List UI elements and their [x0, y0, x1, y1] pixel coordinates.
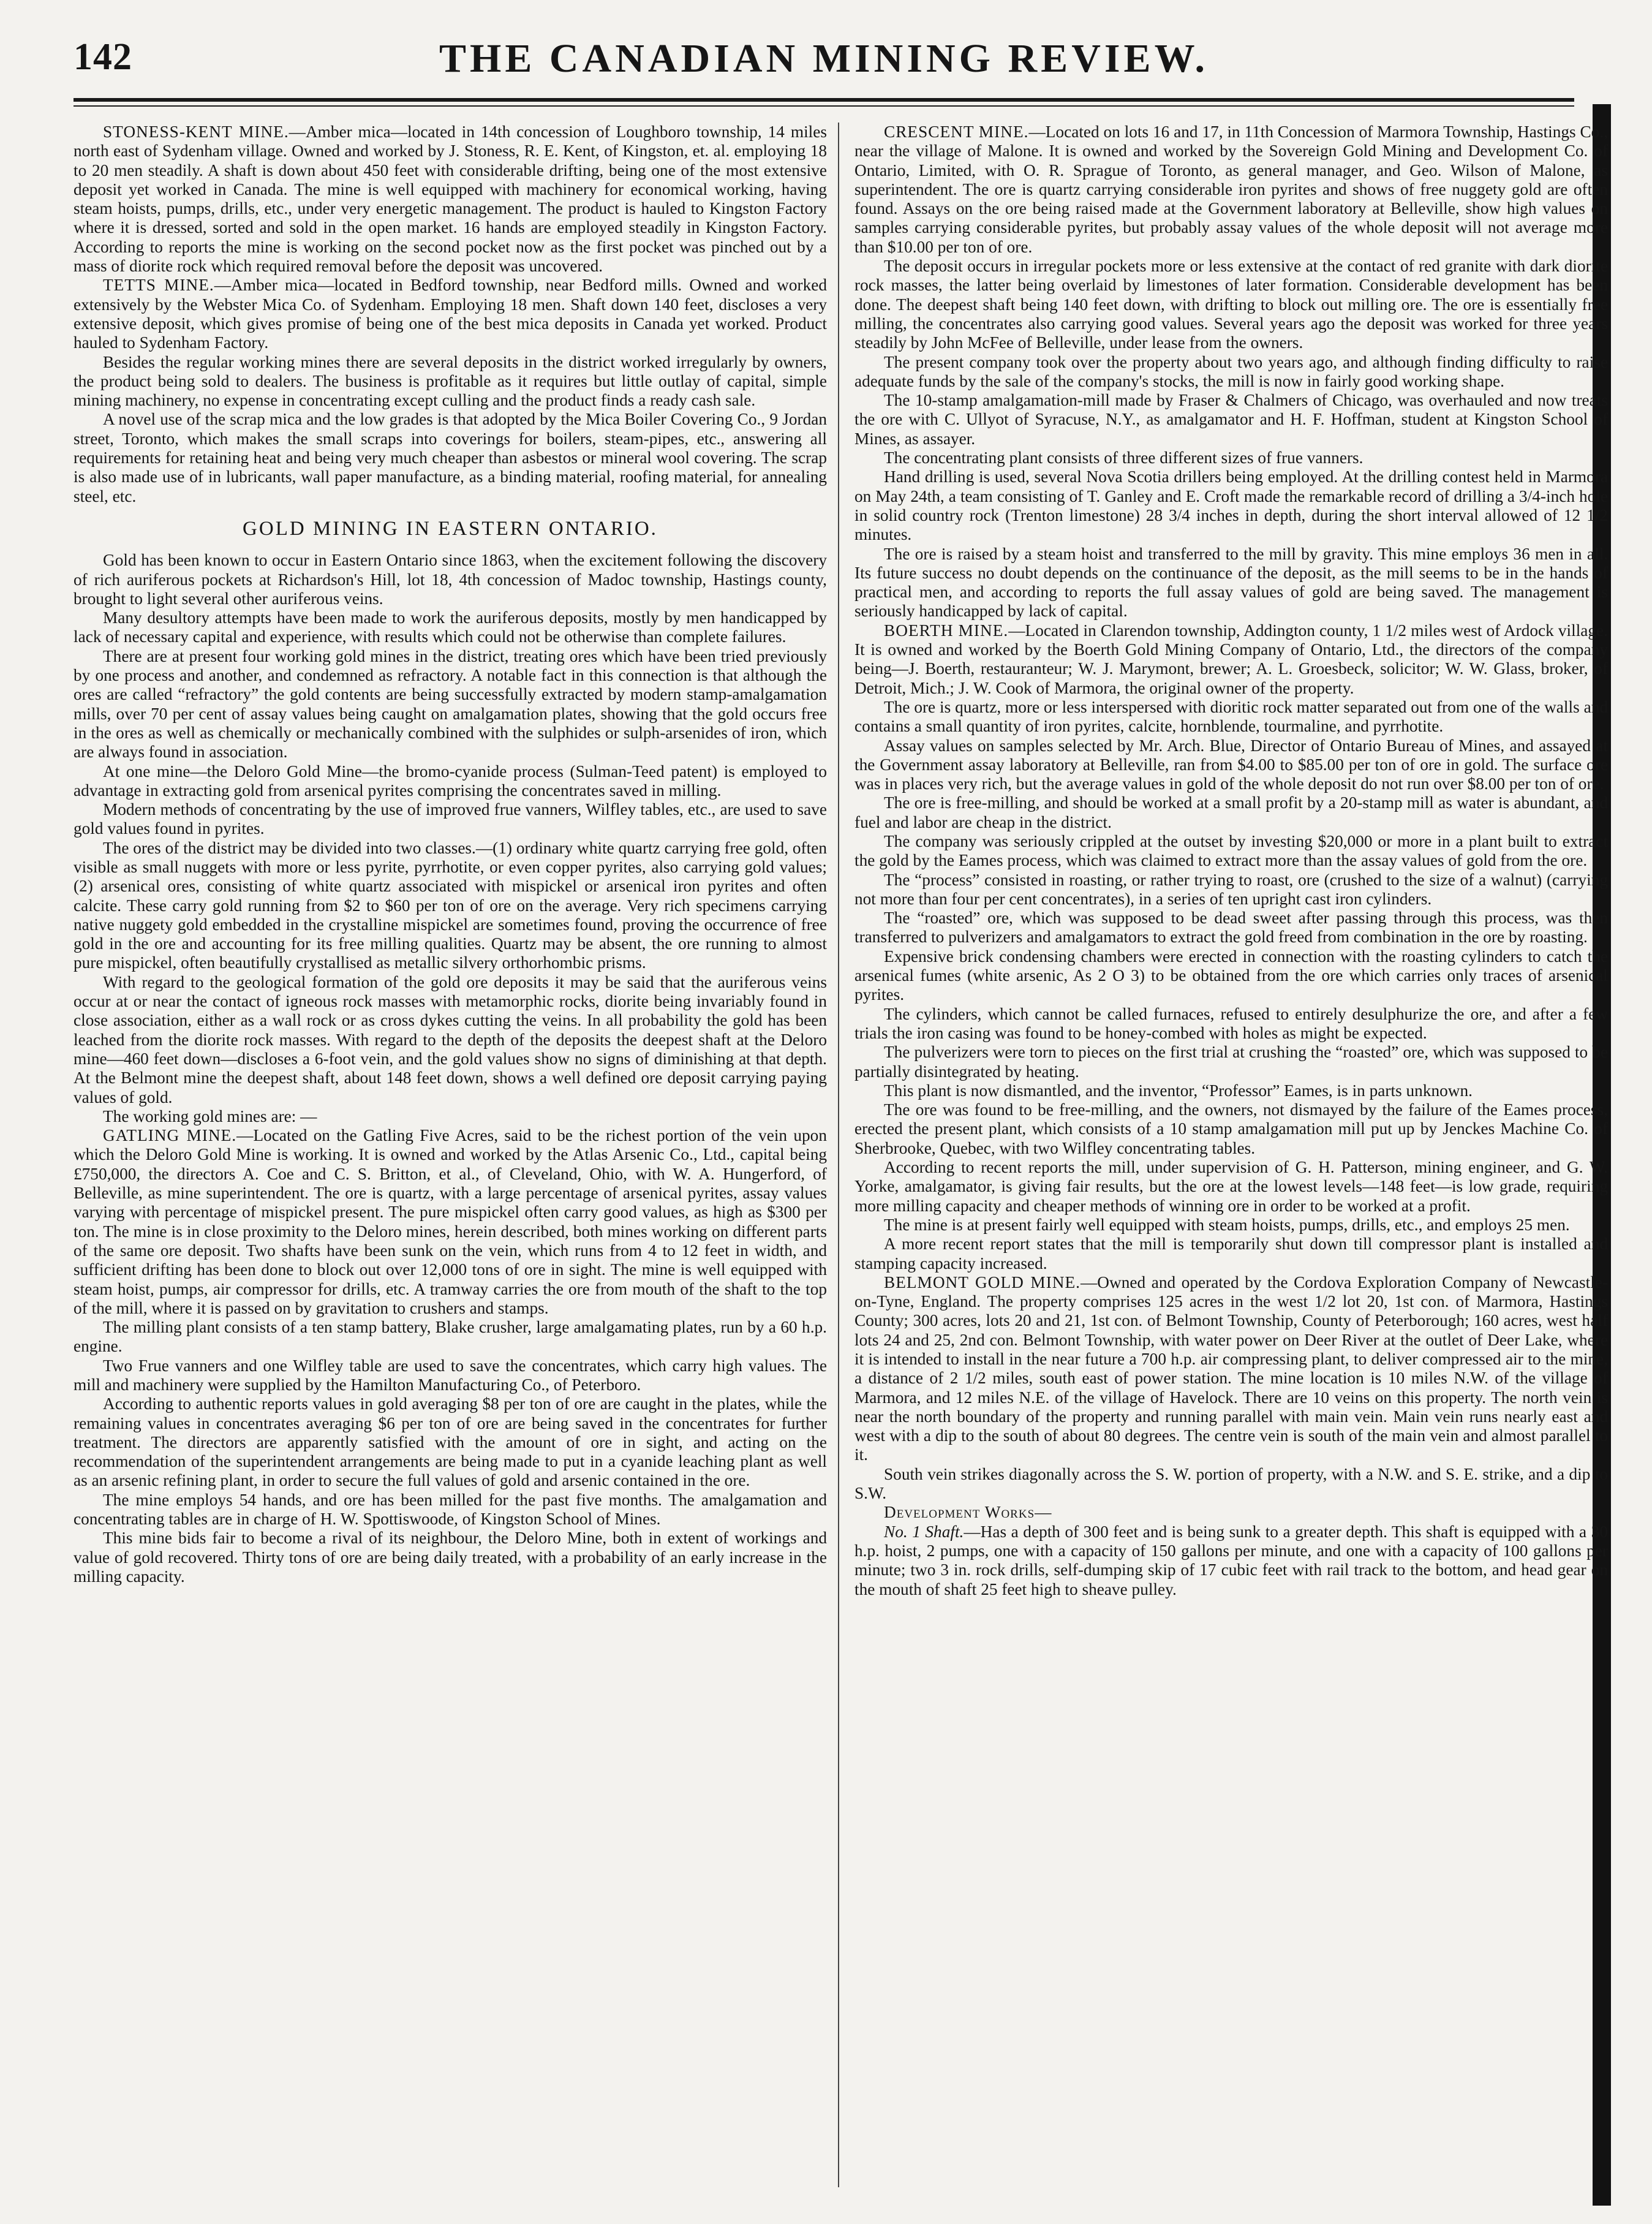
- mica-paragraph: A novel use of the scrap mica and the low grades is that adopted by the Mica Boiler Covering Co., 9 Jordan street, Toronto, which makes the small scraps into coverings for boilers, steam-pipes, etc., answering all requirements for retaining heat and being very much cheaper than asbestos or mineral wool covering. The scrap is also made use of in lubricants, wall paper manufacture, as a binding material, roofing material, for annealing steel, etc.: [74, 410, 827, 505]
- tetts-text: —Amber mica—located in Bedford township, near Bedford mills. Owned and worked extensively by the Webster Mica Co. of Sydenham. Employing 18 men. Shaft down 140 feet, discloses a very extensive deposit, which gives promise of being one of the best mica deposits in Canada yet worked. Product hauled to Sydenham Factory.: [74, 276, 827, 352]
- belmont-heading: BELMONT GOLD MINE.: [884, 1273, 1081, 1292]
- gold-paragraph: At one mine—the Deloro Gold Mine—the bromo-cyanide process (Sulman-Teed patent) is employed to advantage in extracting gold from arsenical pyrites comprising the concentrates saved in milling.: [74, 762, 827, 800]
- boerth-detail-paragraph: The ore was found to be free-milling, and the owners, not dismayed by the failure of the Eames process, erected the present plant, which consists of a 10 stamp amalgamation mill put up by Jenckes Machine Co. of Sherbrooke, Quebec, with two Wilfley concentrating tables.: [854, 1100, 1608, 1157]
- boerth-detail-paragraph: The ore is free-milling, and should be worked at a small profit by a 20-stamp mill as water is abundant, and fuel and labor are cheap in the district.: [854, 793, 1608, 831]
- gold-paragraph: Gold has been known to occur in Eastern Ontario since 1863, when the excitement following the discovery of rich auriferous pockets at Richardson's Hill, lot 18, 4th concession of Madoc township, Hastings county, brought to light several other auriferous veins.: [74, 551, 827, 608]
- boerth-detail-paragraph: A more recent report states that the mill is temporarily shut down till compressor plant is installed and stamping capacity increased.: [854, 1235, 1608, 1273]
- boerth-detail-paragraph: The “roasted” ore, which was supposed to be dead sweet after passing through this process, was then transferred to pulverizers and amalgamators to extract the gold freed from combination in the ore by roasting.: [854, 909, 1608, 947]
- stoness-kent-heading: STONESS-KENT MINE.: [103, 123, 289, 141]
- gatling-detail-paragraph: According to authentic reports values in gold averaging $8 per ton of ore are caught in the plates, while the remaining values in concentrates averaging $6 per ton of ore are being saved in the concentrates for further treatment. The directors are apparently satisfied with the amount of ore in sight, and acting on the recommendation of the superintendent arrangements are being made to put in a cyanide leaching plant as well as an arsenic refining plant, in order to secure the full values of gold and arsenic contained in the ore.: [74, 1394, 827, 1490]
- crescent-detail-paragraph: Hand drilling is used, several Nova Scotia drillers being employed. At the drilling contest held in Marmora on May 24th, a team consisting of T. Ganley and E. Croft made the remarkable record of drilling a 3/4-inch hole in solid country rock (Trenton limestone) 28 3/4 inches in depth, during the short interval allowed of 12 1/2 minutes.: [854, 467, 1608, 544]
- stoness-kent-paragraph: [74, 123, 827, 276]
- belmont-text: —Owned and operated by the Cordova Exploration Company of Newcastle-on-Tyne, England. The property comprises 125 acres in the west 1/2 lot 20, 1st con. of Marmora, Hastings County; 300 acres, lots 20 and 21, 1st con. of Belmont Township, County of Peterborough; 160 acres, west half lots 24 and 25, 2nd con. Belmont Township, with water power on Deer River at the outlet of Deer Lake, where it is intended to install in the near future a 700 h.p. air compressing plant, to deliver compressed air to the mine, a distance of 2 1/2 miles, south east of power station. The mine location is 10 miles N.W. of the village of Marmora, and 12 miles N.E. of the village of Havelock. There are 10 veins on this property. The north vein is near the north boundary of the property and running parallel with main vein. Main vein runs nearly east and west with a dip to the south of about 80 degrees. The centre vein is south of the main vein and almost parallel to it.: [854, 1273, 1608, 1464]
- belmont-detail-paragraph: South vein strikes diagonally across the S. W. portion of property, with a N.W. and S. E. strike, and a dip to S.W.: [854, 1464, 1608, 1503]
- crescent-detail-paragraph: The present company took over the property about two years ago, and although finding difficulty to raise adequate funds by the sale of the company's stocks, the mill is now in fairly good working shape.: [854, 352, 1608, 390]
- column-divider: [838, 123, 839, 2187]
- boerth-detail-paragraph: The ore is quartz, more or less interspersed with dioritic rock matter separated out from one of the walls and contains a small quantity of iron pyrites, calcite, hornblende, tourmaline, and pyrrhotite.: [854, 697, 1608, 736]
- right-column: [854, 123, 1608, 2187]
- shaft-1-label: No. 1 Shaft.: [884, 1522, 964, 1541]
- gold-paragraph: With regard to the geological formation of the gold ore deposits it may be said that the auriferous veins occur at or near the contact of igneous rock masses with metamorphic rocks, diorite being invariably found in close association, either as a wall rock or as cross dykes cutting the veins. In all probability the gold has been leached from the diorite rock masses. With regard to the depth of the deposits the deepest shaft at the Deloro mine—460 feet down—discloses a 6-foot vein, and the gold values show no signs of diminishing at that depth. At the Belmont mine the deepest shaft, about 148 feet down, shows a well defined ore deposit carrying paying values of gold.: [74, 972, 827, 1106]
- gatling-paragraph: [74, 1126, 827, 1318]
- page-header: [74, 25, 1574, 98]
- header-rule-thin: [74, 105, 1574, 107]
- boerth-detail-paragraph: The pulverizers were torn to pieces on the first trial at crushing the “roasted” ore, which was supposed to be partially disintegrated by heating.: [854, 1043, 1608, 1081]
- crescent-heading: CRESCENT MINE.: [884, 123, 1029, 141]
- gatling-text: —Located on the Gatling Five Acres, said to be the richest portion of the vein upon which the Deloro Gold Mine is working. It is owned and worked by the Atlas Arsenic Co., Ltd., capital being £750,000, the directors A. Coe and C. S. Britton, et al., of Cleveland, Ohio, with W. A. Hungerford, of Belleville, as mine superintendent. The ore is quartz, with a large percentage of arsenical pyrites, assay values varying with percentage of mispickel present. The pure mispickel often carry good values, as high as $300 per ton. The mine is in close proximity to the Deloro mines, herein described, both mines working on different parts of the same ore deposit. Two shafts have been sunk on the vein, which runs from 4 to 12 feet in width, and sufficient drifting has been done to block out over 12,000 tons of ore in sight. The mine is well equipped with steam hoist, pumps, air compressor for drills, etc. A tramway carries the ore from mouth of the shaft to the top of the mill, where it is passed on by gravitation to crushers and stamps.: [74, 1126, 827, 1317]
- gold-paragraph: There are at present four working gold mines in the district, treating ores which have been tried previously by one process and another, and condemned as refractory. A notable fact in this connection is that although the ores are called “refractory” the gold contents are being successfully extracted by modern stamp-amalgamation mills, over 70 per cent of assay values being caught on amalgamation plates, showing that the gold occurs free in the ores as well as chemically or mechanically combined with the sulphides or sulph-arsenides of iron, which are always found in association.: [74, 646, 827, 762]
- tetts-heading: TETTS MINE.: [103, 276, 214, 295]
- boerth-detail-paragraph: Expensive brick condensing chambers were erected in connection with the roasting cylinders to catch the arsenical fumes (white arsenic, As 2 O 3) to be obtained from the ore which carries only traces of arsenical pyrites.: [854, 947, 1608, 1004]
- shaft-1-text: —Has a depth of 300 feet and is being sunk to a greater depth. This shaft is equipped with a 30 h.p. hoist, 2 pumps, one with a capacity of 150 gallons per minute, and one with a capacity of 100 gallons per minute; two 3 in. rock drills, self-dumping skip of 17 cubic feet with rail track to the bottom, and head gear on the mouth of shaft 25 feet high to sheave pulley.: [854, 1522, 1608, 1598]
- crescent-detail-paragraph: The ore is raised by a steam hoist and transferred to the mill by gravity. This mine employs 36 men in all. Its future success no doubt depends on the continuance of the deposit, as the mill seems to be in the hands of practical men, and according to reports the full assay values of gold are being saved. The management is seriously handicapped by lack of capital.: [854, 544, 1608, 621]
- gold-paragraph: The working gold mines are: —: [103, 1106, 317, 1125]
- boerth-detail-paragraph: The cylinders, which cannot be called furnaces, refused to entirely desulphurize the ore, and after a few trials the iron casing was found to be honey-combed with holes as might be expected.: [854, 1004, 1608, 1042]
- page-number: 142: [74, 36, 132, 78]
- boerth-detail-paragraph: The “process” consisted in roasting, or rather trying to roast, ore (crushed to the size of a walnut) (carrying not more than four per cent concentrates), in a series of ten upright cast iron cylinders.: [854, 870, 1608, 908]
- boerth-detail-paragraph: According to recent reports the mill, under supervision of G. H. Patterson, mining engineer, and G. W. Yorke, amalgamator, is giving fair results, but the ore at the lowest levels—148 feet—is low grade, requiring more milling capacity and cheaper methods of winning ore in order to be worked at a profit.: [854, 1158, 1608, 1215]
- boerth-text: —Located in Clarendon township, Addington county, 1 1/2 miles west of Ardock village. It is owned and worked by the Boerth Gold Mining Company of Ontario, Ltd., the directors of the company being—J. Boerth, restauranteur; W. J. Marymont, brewer; A. L. Groesbeck, solicitor; W. W. Glass, broker, of Detroit, Mich.; J. W. Cook of Marmora, the original owner of the property.: [854, 621, 1608, 697]
- belmont-paragraph: [854, 1273, 1608, 1465]
- gatling-detail-paragraph: The mine employs 54 hands, and ore has been milled for the past five months. The amalgamation and concentrating tables are in charge of H. W. Spottiswoode, of Kingston School of Mines.: [74, 1490, 827, 1529]
- header-rule: [74, 98, 1574, 102]
- shaft-1-paragraph: [854, 1522, 1608, 1599]
- crescent-text: —Located on lots 16 and 17, in 11th Concession of Marmora Township, Hastings Co., near the village of Malone. It is owned and worked by the Sovereign Gold Mining and Development Co. of Ontario, Limited, with O. R. Sprague of Toronto, as general manager, and Geo. Wilson of Malone, as superintendent. The ore is quartz carrying considerable iron pyrites and shows of free nuggety gold are often found. Assays on the ore being raised made at the Government laboratory at Belleville, show high values on samples carrying considerable pyrites, but probably assay values of the whole deposit will not average more than $10.00 per ton of ore.: [854, 123, 1608, 256]
- gatling-detail-paragraph: This mine bids fair to become a rival of its neighbour, the Deloro Mine, both in extent of workings and value of gold recovered. Thirty tons of ore are being daily treated, with a probability of an early increase in the milling capacity.: [74, 1529, 827, 1586]
- section-title: GOLD MINING IN EASTERN ONTARIO.: [243, 517, 658, 540]
- gatling-detail-paragraph: Two Frue vanners and one Wilfley table are used to save the concentrates, which carry high values. The mill and machinery were supplied by the Hamilton Manufacturing Co., of Peterboro.: [74, 1356, 827, 1394]
- boerth-detail-paragraph: Assay values on samples selected by Mr. Arch. Blue, Director of Ontario Bureau of Mines, and assayed at the Government assay laboratory at Belleville, ran from $4.00 to $85.00 per ton of ore in gold. The surface ore was in places very rich, but the average values in gold of the whole deposit do not run over $8.00 per ton of ore.: [854, 736, 1608, 793]
- development-heading: Development Works—: [884, 1503, 1052, 1522]
- boerth-detail-paragraph: The mine is at present fairly well equipped with steam hoists, pumps, drills, etc., and employs 25 men.: [884, 1215, 1570, 1234]
- journal-title: THE CANADIAN MINING REVIEW.: [439, 36, 1209, 81]
- boerth-heading: BOERTH MINE.: [884, 621, 1009, 640]
- gatling-detail-paragraph: The milling plant consists of a ten stamp battery, Blake crusher, large amalgamating plates, run by a 60 h.p. engine.: [74, 1318, 827, 1356]
- gatling-heading: GATLING MINE.: [103, 1126, 237, 1145]
- crescent-detail-paragraph: The deposit occurs in irregular pockets more or less extensive at the contact of red granite with dark diorite rock masses, the latter being overlaid by limestones of later formation. Considerable development has been done. The deepest shaft being 140 feet down, with drifting to block out milling ore. The ore is essentially free milling, the concentrates also carrying good values. Several years ago the deposit was worked for three years steadily by John McFee of Belleville, under lease from the owners.: [854, 257, 1608, 352]
- left-column: [74, 123, 827, 2187]
- boerth-detail-paragraph: The company was seriously crippled at the outset by investing $20,000 or more in a plant built to extract the gold by the Eames process, which was claimed to extract more than the assay values of gold from the ore.: [854, 831, 1608, 870]
- crescent-detail-paragraph: The concentrating plant consists of three different sizes of frue vanners.: [884, 448, 1363, 467]
- gold-paragraph: The ores of the district may be divided into two classes.—(1) ordinary white quartz carrying free gold, often visible as small nuggets with more or less pyrite, pyrrhotite, or even copper pyrites, also carrying gold values; (2) arsenical ores, consisting of white quartz associated with mispickel or arsenical iron pyrites and often calcite. These carry gold running from $2 to $60 per ton of ore on the average. Very rich specimens carrying native nuggety gold embedded in the crystalline mispickel are sometimes found, proving the occurrence of free gold in the ore and accounting for its free milling qualities. Quartz may be absent, the ore running to almost pure mispickel, often beautifully crystallised as metallic silvery orthorhombic prisms.: [74, 838, 827, 972]
- stoness-kent-text: —Amber mica—located in 14th concession of Loughboro township, 14 miles north east of Sydenham village. Owned and worked by J. Stoness, R. E. Kent, of Kingston, et. al. employing 18 to 20 men steadily. A shaft is down about 450 feet with considerable drifting, being one of the most extensive deposit yet worked in Canada. The mine is well equipped with machinery for economical working, having steam hoists, pumps, drills, etc., under very energetic management. The product is hauled to Kingston Factory where it is dressed, sorted and sold in the open market. 16 hands are employed steadily in Kingston Factory. According to reports the mine is working on the second pocket now as the first pocket was pinched out by a mass of diorite rock which required removal before the deposit was uncovered.: [74, 123, 827, 276]
- crescent-paragraph: [854, 123, 1608, 257]
- gold-paragraph: Modern methods of concentrating by the use of improved frue vanners, Wilfley tables, etc., are used to save gold values found in pyrites.: [74, 800, 827, 838]
- boerth-paragraph: [854, 621, 1608, 698]
- boerth-detail-paragraph: This plant is now dismantled, and the inventor, “Professor” Eames, is in parts unknown.: [884, 1081, 1473, 1100]
- crescent-detail-paragraph: The 10-stamp amalgamation-mill made by Fraser & Chalmers of Chicago, was overhauled and now treats the ore with C. Ullyot of Syracuse, N.Y., as amalgamator and H. F. Hoffman, student at Kingston School of Mines, as assayer.: [854, 391, 1608, 448]
- tetts-paragraph: [74, 276, 827, 352]
- mica-paragraph: Besides the regular working mines there are several deposits in the district worked irregularly by owners, the product being sold to dealers. The business is profitable as it requires but little outlay of capital, simple mining machinery, no expense in concentrating except culling and the product finds a ready cash sale.: [74, 352, 827, 410]
- gold-paragraph: Many desultory attempts have been made to work the auriferous deposits, mostly by men handicapped by lack of necessary capital and experience, with results which could not be otherwise than complete failures.: [74, 608, 827, 646]
